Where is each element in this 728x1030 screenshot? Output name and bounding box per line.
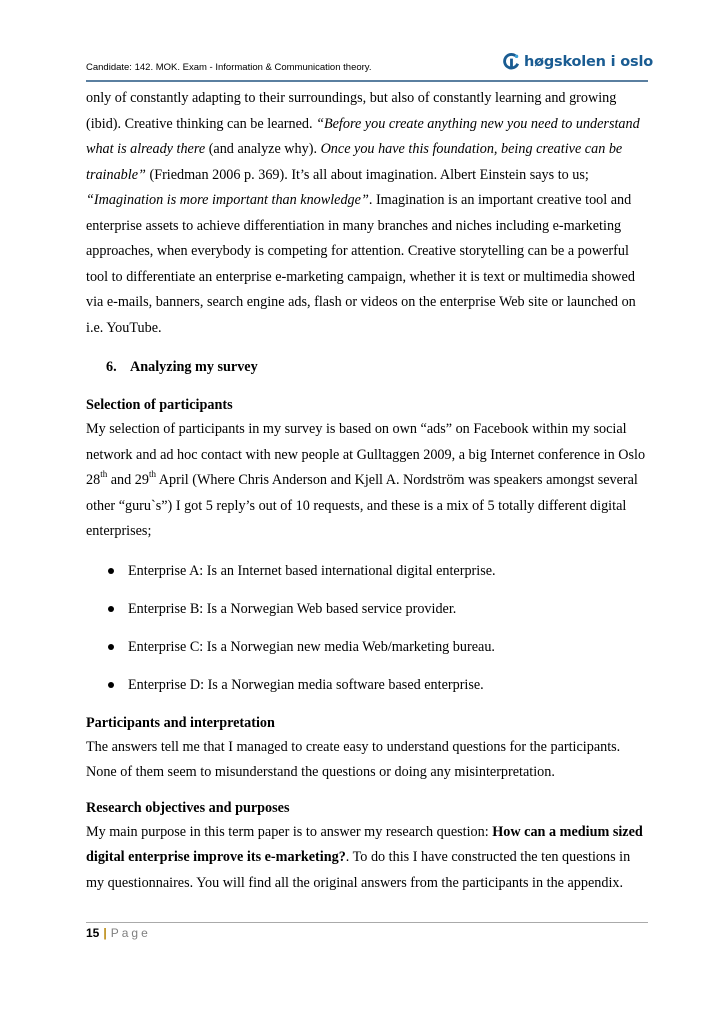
paragraph-research: My main purpose in this term paper is to answer my research question: How can a medium sized digital enterprise improve its e-marketing?. To do this I have constructed the ten questions in my questionnaires. You will find all the original answers from the participants in the appendix.	[86, 823, 643, 891]
header-rule	[86, 80, 648, 82]
bullet-icon	[108, 568, 114, 574]
section-heading-analyzing-survey: 6. Analyzing my survey	[106, 359, 258, 375]
logo-mark-icon	[503, 47, 520, 77]
logo-text: høgskolen i oslo	[523, 54, 653, 70]
list-item: Enterprise B: Is a Norwegian Web based service provider.	[86, 597, 648, 621]
subheading-selection: Selection of participants	[86, 397, 233, 413]
list-item: Enterprise C: Is a Norwegian new media Web/marketing bureau.	[86, 635, 648, 659]
subheading-research: Research objectives and purposes	[86, 799, 290, 816]
list-item: Enterprise A: Is an Internet based international digital enterprise.	[86, 559, 648, 583]
subheading-interpretation: Participants and interpretation	[86, 714, 275, 731]
bullet-icon	[108, 606, 114, 612]
bullet-icon	[108, 682, 114, 688]
university-logo	[503, 44, 653, 80]
footer-rule	[86, 922, 648, 923]
footer-separator: |	[103, 926, 107, 940]
paragraph-interpretation: The answers tell me that I managed to create easy to understand questions for the participants. None of them seem to misunderstand the questions or doing any misinterpretation.	[86, 738, 621, 780]
page-label: Page	[110, 926, 151, 940]
page-header: Candidate: 142. MOK. Exam - Information & Communication theory.	[86, 62, 372, 73]
paragraph-creativity: only of constantly adapting to their surroundings, but also of constantly learning and growing (ibid). Creative thinking can be learned. “Before you create anything new you need to understand what is already there (and analyze why). Once you have this foundation, being creative can be trainable” (Friedman 2006 p. 369). It’s all about imagination. Albert Einstein says to us; “Imagination is more important than knowledge”. Imagination is an important creative tool and enterprise assets to achieve differentiation in many branches and niches including e-marketing approaches, when everybody is competing for attention. Creative storytelling can be a powerful tool to differentiate an enterprise e-marketing campaign, whether it is text or multimedia showed via e-mails, banners, search engine ads, flash or videos on the enterprise Web site or launched on i.e. YouTube.	[86, 90, 640, 336]
paragraph-selection: My selection of participants in my survey is based on own “ads” on Facebook within my social network and ad hoc contact with new people at Gulltaggen 2009, a big Internet conference in Oslo 28th and 29th April (Where Chris Anderson and Kjell A. Nordström was speakers amongst several other “guru`s”) I got 5 reply’s out of 10 requests, and these is a mix of 5 totally different digital enterprises;	[86, 421, 646, 539]
list-item: Enterprise D: Is a Norwegian media software based enterprise.	[86, 673, 648, 697]
document-body	[86, 86, 648, 896]
page-footer	[86, 926, 151, 940]
enterprise-list	[86, 559, 648, 697]
bullet-icon	[108, 644, 114, 650]
page-number: 15	[86, 926, 100, 940]
